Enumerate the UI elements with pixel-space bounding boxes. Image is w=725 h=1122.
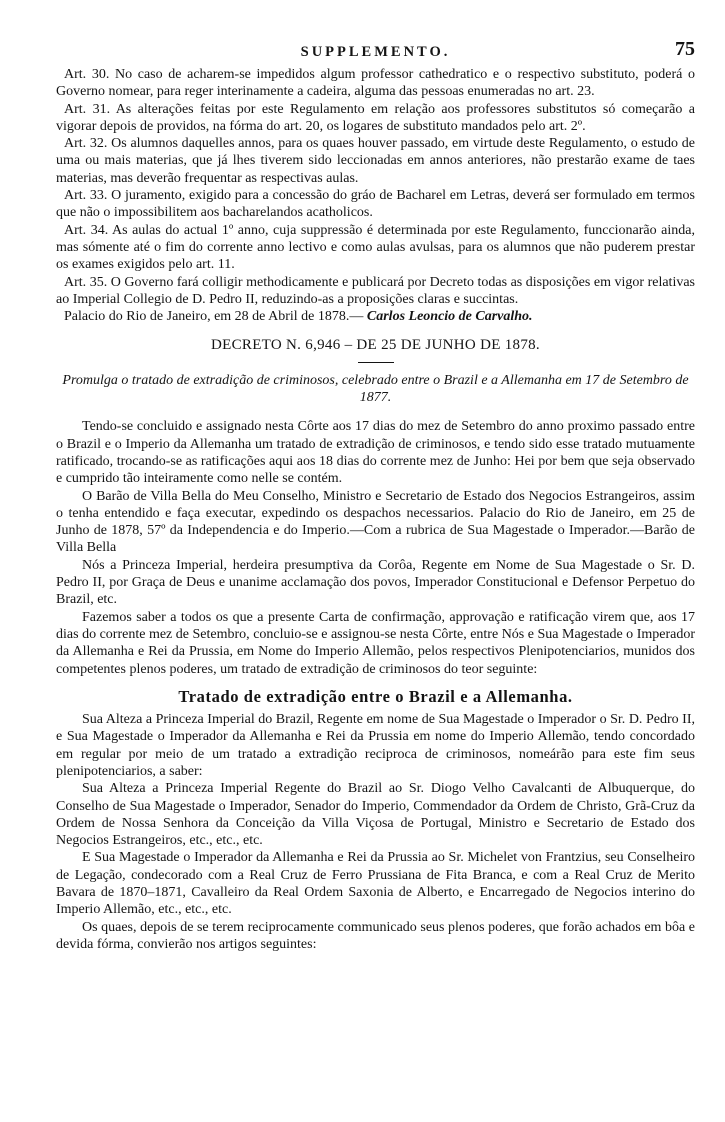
signature-line	[56, 308, 695, 325]
divider	[358, 362, 394, 363]
article-35: Art. 35. O Governo fará colligir methodicamente e publicará por Decreto todas as disposições em vigor relativas ao Imperial Collegio de D. Pedro II, reduzindo-as a proposições claras e succintas.	[56, 274, 695, 307]
article-30: Art. 30. No caso de acharem-se impedidos algum professor cathedratico e o respectivo substituto, poderá o Governo nomear, para reger interinamente a cadeira, alguma das pessoas enumeradas no art. 23.	[56, 67, 695, 100]
decree-paragraph: O Barão de Villa Bella do Meu Conselho, Ministro e Secretario de Estado dos Negocios Estrangeiros, assim o tenha entendido e faça executar, expedindo os despachos necessarios. Palacio do Rio de Janeiro, em 25 de Junho de 1878, 57º da Independencia e do Imperio.—Com a rubrica de Sua Magestade o Imperador.—Barão de Villa Bella	[56, 488, 695, 556]
page-header	[56, 38, 695, 66]
running-title: SUPPLEMENTO.	[300, 44, 451, 60]
signature-place-date: Palacio do Rio de Janeiro, em 28 de Abril de 1878.—	[64, 309, 364, 325]
decree-summary: Promulga o tratado de extradição de criminosos, celebrado entre o Brazil e a Allemanha em 17 de Setembro de 1877.	[62, 372, 689, 406]
treaty-paragraph: Sua Alteza a Princeza Imperial do Brazil, Regente em nome de Sua Magestade o Imperador o Sr. D. Pedro II, e Sua Magestade o Imperador da Allemanha e Rei da Prussia em nome do Imperio Allemão, tendo concordado em regular por meio de um tratado a extradição reciproca de criminosos, nomeárão para este fim seus plenipotenciarios, a saber:	[56, 712, 695, 779]
treaty-paragraph: Sua Alteza a Princeza Imperial Regente do Brazil ao Sr. Diogo Velho Cavalcanti de Albuquerque, do Conselho de Sua Magestade o Imperador, Senador do Imperio, Commendador da Ordem de Christo, Grã-Cruz da Ordem de Nossa Senhora da Conceição da Villa Viçosa de Portugal, Ministro e Secretario de Estado dos Negocios Estrangeiros, etc., etc., etc.	[56, 781, 695, 849]
treaty-heading: Tratado de extradição entre o Brazil e a Allemanha.	[178, 686, 573, 706]
decree-paragraph: Fazemos saber a todos os que a presente Carta de confirmação, approvação e ratificação virem que, aos 17 dias do corrente mez de Setembro, concluio-se e assignou-se nesta Côrte, entre Nós e Sua Magestade o Imperador da Allemanha e Rei da Prussia, em Nome do Imperio Allemão, pelos respectivos Plenipotenciarios, munidos dos competentes plenos poderes, um tratado de extradição de criminosos do teor seguinte:	[56, 609, 695, 677]
decree-paragraph: Nós a Princeza Imperial, herdeira presumptiva da Corôa, Regente em Nome de Sua Magestade o Sr. D. Pedro II, por Graça de Deus e unanime acclamação dos povos, Imperador Constitucional e Defensor Perpetuo do Brazil, etc.	[56, 557, 695, 608]
page-number: 75	[675, 38, 695, 60]
treaty-paragraph: Os quaes, depois de se terem reciprocamente communicado seus plenos poderes, que forão achados em bôa e devida fórma, convierão nos artigos seguintes:	[56, 919, 695, 952]
decree-paragraph: Tendo-se concluido e assignado nesta Côrte aos 17 dias do mez de Setembro do anno proximo passado entre o Brazil e o Imperio da Allemanha um tratado de extradição de criminosos, e tendo sido esse tratado mutuamente ratificado, trocando-se as ratificações aqui aos 18 dias do corrente mez de Junho: Hei por bem que seja observado e cumprido tão inteiramente como nelle se contém.	[56, 419, 695, 487]
treaty-paragraph: E Sua Magestade o Imperador da Allemanha e Rei da Prussia ao Sr. Michelet von Frantzius, seu Conselheiro de Legação, condecorado com a Real Cruz de Ferro Prussiana de Fita Branca, e com a Real Cruz de Merito Bavara de 1870–1871, Cavalleiro da Real Ordem Saxonia de Alberto, e Encarregado de Negocios interino do Imperio Allemão, etc., etc., etc.	[56, 850, 695, 918]
article-33: Art. 33. O juramento, exigido para a concessão do gráo de Bacharel em Letras, deverá ser formulado em termos que não o impossibilitem aos bacharelandos acatholicos.	[56, 188, 695, 221]
signatory-name: Carlos Leoncio de Carvalho.	[366, 309, 533, 325]
article-31: Art. 31. As alterações feitas por este Regulamento em relação aos professores substitutos só começarão a vigorar depois de providos, na fórma do art. 20, os logares de substituto mandados pelo art. 2º.	[56, 101, 695, 134]
article-34: Art. 34. As aulas do actual 1º anno, cuja suppressão é determinada por este Regulamento, funccionarão ainda, mas sómente até o fim do corrente anno lectivo e como aulas avulsas, para os alumnos que não puderem prestar os exames exigidos pelo art. 11.	[56, 222, 695, 273]
decree-title: DECRETO N. 6,946 – DE 25 DE JUNHO DE 1878.	[211, 337, 540, 354]
article-32: Art. 32. Os alumnos daquelles annos, para os quaes houver passado, em virtude deste Regulamento, o estudo de uma ou mais materias, que já lhes tiverem sido leccionadas em annos anteriores, não prestarão exame de taes materias, mas deverão frequentar as respectivas aulas.	[56, 136, 695, 186]
